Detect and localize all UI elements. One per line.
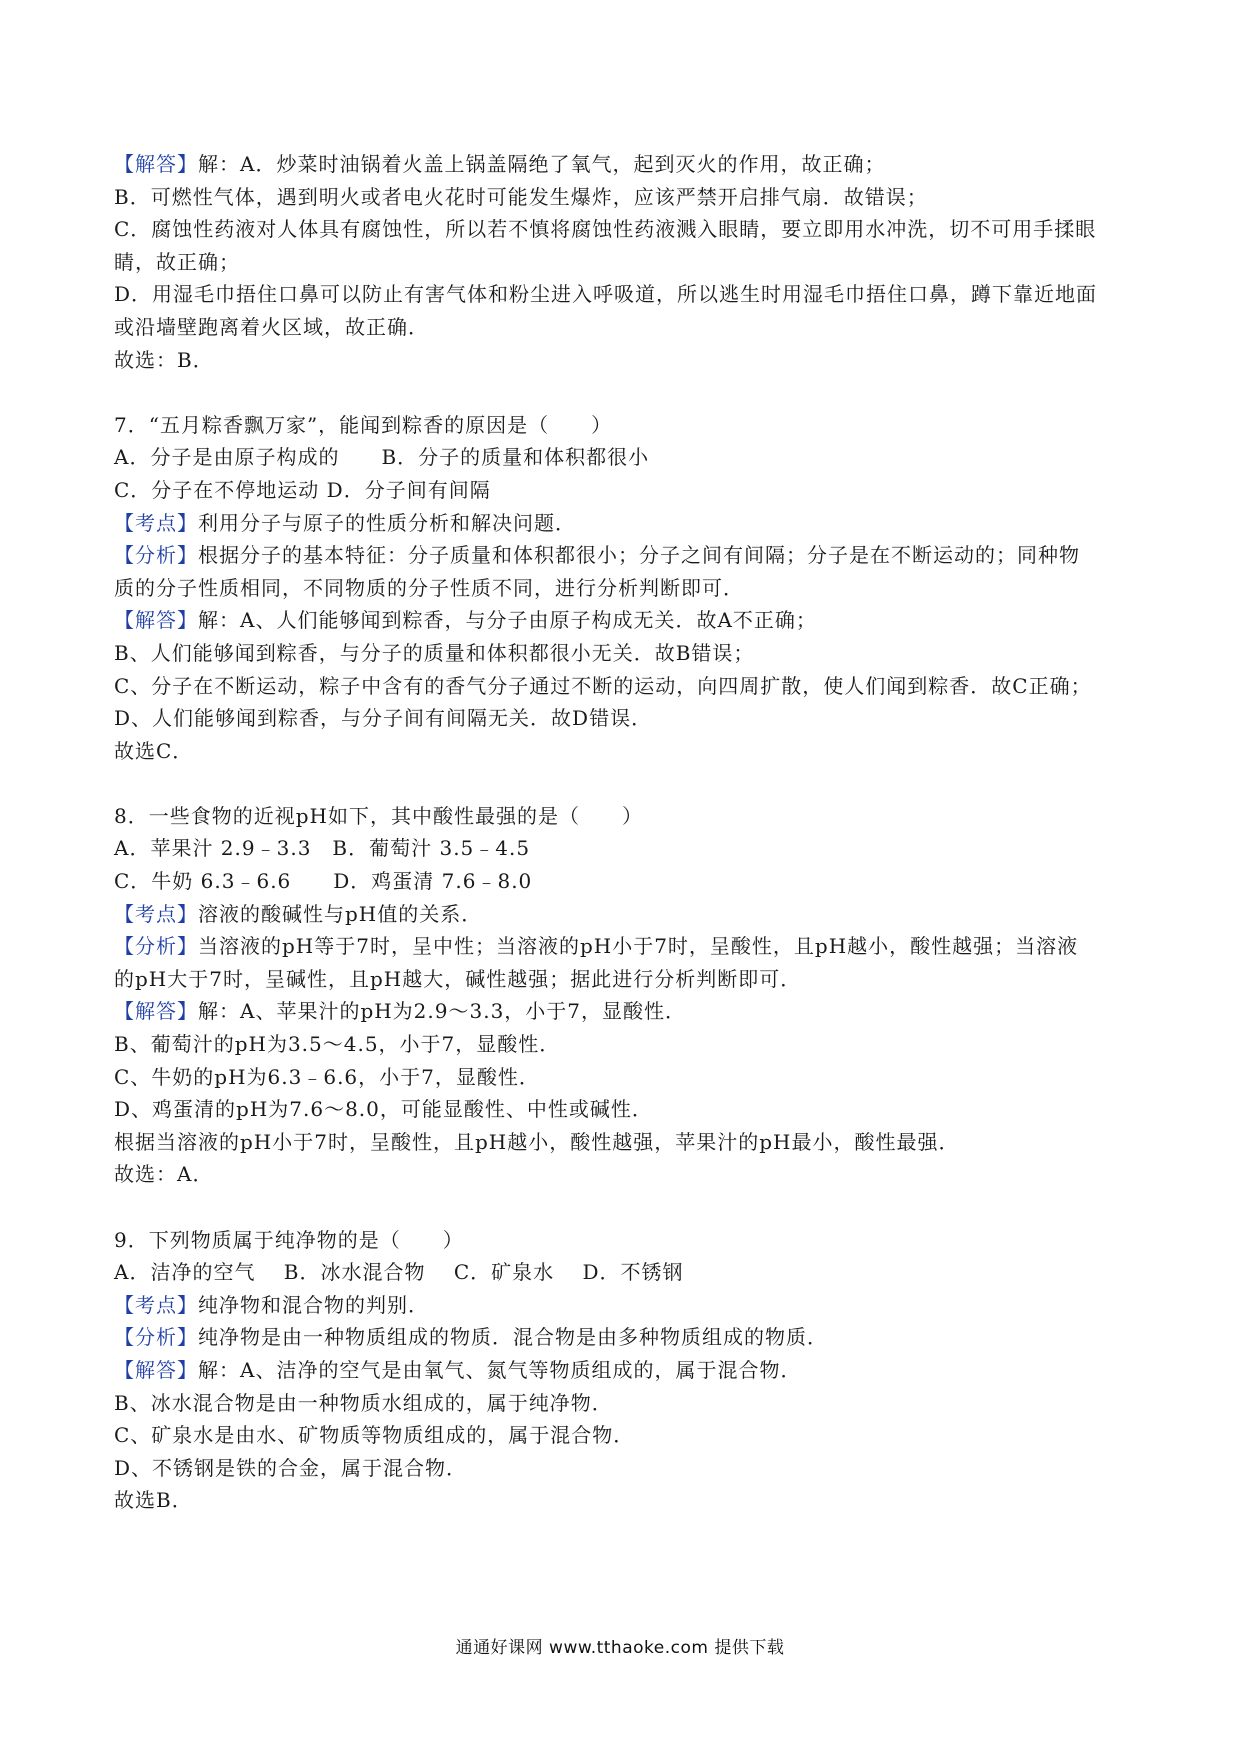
q7-options-2: C．分子在不停地运动 D．分子间有间隔 [114, 477, 491, 502]
q8-answer-c: C、牛奶的pH为6.3﹣6.6，小于7，显酸性． [114, 1064, 540, 1089]
q9-answer-line [114, 1354, 1134, 1387]
q7-answer-c: C、分子在不断运动，粽子中含有的香气分子通过不断的运动，向四周扩散，使人们闻到粽香．故C正确； [114, 673, 1092, 698]
q9-stem: 9．下列物质属于纯净物的是（ ） [114, 1227, 464, 1252]
q9-choice: 故选B． [114, 1488, 193, 1513]
q8-options-1: A．苹果汁 2.9﹣3.3 B．葡萄汁 3.5﹣4.5 [114, 836, 531, 861]
q6-answer-b: B．可燃性气体，遇到明火或者电火花时可能发生爆炸，应该严禁开启排气扇．故错误； [114, 184, 928, 209]
q8-answer-d: D、鸡蛋清的pH为7.6～8.0，可能显酸性、中性或碱性． [114, 1097, 653, 1122]
q7-answer-b: B、人们能够闻到粽香，与分子的质量和体积都很小无关．故B错误； [114, 640, 755, 665]
q9-point-line [114, 1289, 1134, 1322]
page-footer: 通通好课网 www.tthaoke.com 提供下载 [455, 1638, 785, 1658]
answer-tag: 【解答】 [114, 1357, 198, 1382]
answer-text: 解：A、苹果汁的pH为2.9～3.3，小于7，显酸性． [198, 999, 687, 1024]
answer-text: 解：A、人们能够闻到粽香，与分子由原子构成无关．故A不正确； [198, 608, 817, 633]
point-tag: 【考点】 [114, 1292, 198, 1317]
page-content [114, 148, 1134, 1517]
q6-answer-line [114, 148, 1134, 181]
q6-answer-d-line1: D．用湿毛巾捂住口鼻可以防止有害气体和粉尘进入呼吸道，所以逃生时用湿毛巾捂住口鼻，蹲下靠近地面 [114, 282, 1098, 307]
q7-answer-line [114, 604, 1134, 637]
q8-analysis-line2: 的pH大于7时，呈碱性，且pH越大，碱性越强；据此进行分析判断即可． [114, 966, 802, 991]
point-text: 利用分子与原子的性质分析和解决问题． [198, 510, 576, 535]
q7-stem: 7．“五月粽香飘万家”，能闻到粽香的原因是（ ） [114, 412, 613, 437]
answer-tag: 【解答】 [114, 152, 198, 176]
point-tag: 【考点】 [114, 901, 198, 926]
q6-choice: 故选：B． [114, 347, 214, 372]
q8-conclusion: 根据当溶液的pH小于7时，呈酸性，且pH越小，酸性越强，苹果汁的pH最小，酸性最强． [114, 1129, 960, 1154]
spacer [114, 376, 1134, 409]
q7-analysis-line1 [114, 539, 1134, 572]
q9-options: A．洁净的空气 B．冰水混合物 C．矿泉水 D．不锈钢 [114, 1260, 684, 1285]
spacer [114, 767, 1134, 800]
q9-answer-b: B、冰水混合物是由一种物质水组成的，属于纯净物． [114, 1390, 613, 1415]
q9-answer-d: D、不锈钢是铁的合金，属于混合物． [114, 1455, 468, 1480]
q7-choice: 故选C． [114, 738, 194, 763]
answer-text: 解：A．炒菜时油锅着火盖上锅盖隔绝了氧气，起到灭火的作用，故正确； [198, 152, 886, 176]
q6-answer-c-line2: 睛，故正确； [114, 249, 240, 274]
q8-stem: 8．一些食物的近视pH如下，其中酸性最强的是（ ） [114, 803, 643, 828]
q8-analysis-line1 [114, 930, 1134, 963]
q8-point-line [114, 898, 1134, 931]
answer-tag: 【解答】 [114, 999, 198, 1024]
answer-tag: 【解答】 [114, 608, 198, 633]
spacer [114, 1191, 1134, 1224]
q7-point-line [114, 507, 1134, 540]
point-tag: 【考点】 [114, 510, 198, 535]
q7-options-1: A．分子是由原子构成的 B．分子的质量和体积都很小 [114, 445, 650, 470]
q9-analysis-line [114, 1321, 1134, 1354]
analysis-text: 纯净物是由一种物质组成的物质．混合物是由多种物质组成的物质． [198, 1325, 828, 1350]
analysis-tag: 【分析】 [114, 543, 198, 568]
analysis-text: 当溶液的pH等于7时，呈中性；当溶液的pH小于7时，呈酸性，且pH越小，酸性越强；当溶液 [198, 934, 1079, 959]
analysis-tag: 【分析】 [114, 934, 198, 959]
q9-answer-c: C、矿泉水是由水、矿物质等物质组成的，属于混合物． [114, 1423, 635, 1448]
q8-choice: 故选：A． [114, 1162, 214, 1187]
q8-options-2: C．牛奶 6.3﹣6.6 D．鸡蛋清 7.6﹣8.0 [114, 869, 533, 894]
q7-analysis-line2: 质的分子性质相同，不同物质的分子性质不同，进行分析判断即可． [114, 575, 744, 600]
q6-answer-d-line2: 或沿墙壁跑离着火区域，故正确． [114, 314, 429, 339]
answer-text: 解：A、洁净的空气是由氧气、氮气等物质组成的，属于混合物． [198, 1357, 802, 1382]
point-text: 纯净物和混合物的判别． [198, 1292, 429, 1317]
analysis-tag: 【分析】 [114, 1325, 198, 1350]
q7-answer-d: D、人们能够闻到粽香，与分子间有间隔无关．故D错误． [114, 706, 653, 731]
q8-answer-line [114, 995, 1134, 1028]
q8-answer-b: B、葡萄汁的pH为3.5～4.5，小于7，显酸性． [114, 1032, 561, 1057]
analysis-text: 根据分子的基本特征：分子质量和体积都很小；分子之间有间隔；分子是在不断运动的；同种物 [198, 543, 1080, 568]
point-text: 溶液的酸碱性与pH值的关系． [198, 901, 483, 926]
q6-answer-c-line1: C．腐蚀性药液对人体具有腐蚀性，所以若不慎将腐蚀性药液溅入眼睛，要立即用水冲洗，切不可用手揉眼 [114, 217, 1097, 242]
